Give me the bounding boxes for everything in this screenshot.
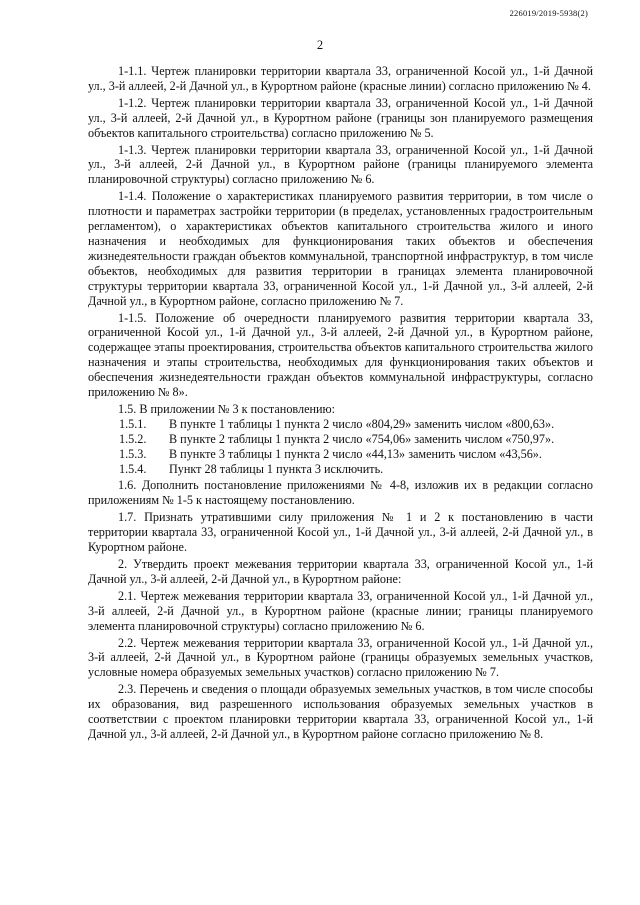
paragraph-2-1: 2.1. Чертеж межевания территории квартала 33, ограниченной Косой ул., 1-й Дачной ул., 3-й аллеей, 2-й Дачной ул., в Курортном районе (красные линии; границы планируемого элемента планировочной структуры) согласно приложению № 6. bbox=[88, 588, 593, 633]
list-item-text: В пункте 2 таблицы 1 пункта 2 число «754,06» заменить числом «750,97». bbox=[169, 431, 555, 446]
paragraph-1-1-4: 1-1.4. Положение о характеристиках планируемого развития территории, в том числе о плотности и параметрах застройки территории (в пределах, установленных градостроительным регламентом), о характеристиках объектов капитального строительства жилого и иного назначения и необходимых для функционирования таких объектов и обеспечения жизнедеятельности граждан объектов коммунальной, транспортной инфраструктур, в том числе объектов, необходимых для развития территории в границах элемента планировочной структуры территории квартала 33, ограниченной Косой ул., 1-й Дачной ул., 3-й аллеей, 2-й Дачной ул., в Курортном районе, согласно приложению № 7. bbox=[88, 189, 593, 308]
paragraph-1-1-3: 1-1.3. Чертеж планировки территории квартала 33, ограниченной Косой ул., 1-й Дачной ул., 3-й аллеей, 2-й Дачной ул., в Курортном районе (границы планируемого элемента планировочной структуры) согласно приложению № 6. bbox=[88, 142, 593, 187]
paragraph-1-1-5: 1-1.5. Положение об очередности планируемого развития территории квартала 33, ограниченной Косой ул., 1-й Дачной ул., 3-й аллеей, 2-й Дачной ул., в Курортном районе, содержащее этапы проектирования, строительства объектов капитального строительства жилого назначения и этапы строительства, необходимых для функционирования таких объектов и обеспечения жизнедеятельности граждан объектов коммунальной инфраструктуры, согласно приложению № 8». bbox=[88, 310, 593, 400]
paragraph-2: 2. Утвердить проект межевания территории квартала 33, ограниченной Косой ул., 1-й Дачной ул., 3-й аллеей, 2-й Дачной ул., в Курортном районе: bbox=[88, 557, 593, 586]
list-item bbox=[88, 432, 593, 447]
paragraph-1-1-2: 1-1.2. Чертеж планировки территории квартала 33, ограниченной Косой ул., 1-й Дачной ул., 3-й аллеей, 2-й Дачной ул., в Курортном районе (границы зон планируемого размещения объектов капитального строительства) согласно приложению № 5. bbox=[88, 95, 593, 140]
list-item bbox=[88, 447, 593, 462]
page-number: 2 bbox=[316, 38, 324, 52]
document-body bbox=[88, 64, 593, 742]
list-item-number: 1.5.2. bbox=[119, 431, 147, 446]
paragraph-1-5: 1.5. В приложении № 3 к постановлению: bbox=[118, 401, 336, 416]
paragraph-2-2: 2.2. Чертеж межевания территории квартала 33, ограниченной Косой ул., 1-й Дачной ул., 3-й аллеей, 2-й Дачной ул., в Курортном районе (границы образуемых земельных участков, условные номера образуемых земельных участков) согласно приложению № 7. bbox=[88, 635, 593, 680]
list-item-number: 1.5.1. bbox=[119, 416, 147, 431]
list-item-text: В пункте 3 таблицы 1 пункта 2 число «44,13» заменить числом «43,56». bbox=[169, 446, 542, 461]
list-item-number: 1.5.4. bbox=[119, 461, 147, 476]
document-id: 226019/2019-5938(2) bbox=[509, 8, 588, 18]
list-item bbox=[88, 417, 593, 432]
list-item-text: В пункте 1 таблицы 1 пункта 2 число «804,29» заменить числом «800,63». bbox=[169, 416, 555, 431]
paragraph-2-3: 2.3. Перечень и сведения о площади образуемых земельных участков, в том числе способы их образования, вид разрешенного использования образуемых земельных участков в соответствии с проектом планировки территории квартала 33, ограниченной Косой ул., 1-й Дачной ул., 3-й аллеей, 2-й Дачной ул., в Курортном районе согласно приложению № 8. bbox=[88, 682, 593, 741]
list-item bbox=[88, 462, 593, 477]
paragraph-1-6: 1.6. Дополнить постановление приложениями № 4-8, изложив их в редакции согласно приложениям № 1-5 к настоящему постановлению. bbox=[88, 478, 593, 508]
paragraph-1-7: 1.7. Признать утратившими силу приложения № 1 и 2 к постановлению в части территории квартала 33, ограниченной Косой ул., 1-й Дачной ул., 3-й аллеей, 2-й Дачной ул., в Курортном районе. bbox=[88, 510, 593, 555]
paragraph-1-1-1: 1-1.1. Чертеж планировки территории квартала 33, ограниченной Косой ул., 1-й Дачной ул., 3-й аллеей, 2-й Дачной ул., в Курортном районе (красные линии) согласно приложению № 4. bbox=[88, 64, 593, 93]
list-item-text: Пункт 28 таблицы 1 пункта 3 исключить. bbox=[169, 461, 384, 476]
list-item-number: 1.5.3. bbox=[119, 446, 147, 461]
